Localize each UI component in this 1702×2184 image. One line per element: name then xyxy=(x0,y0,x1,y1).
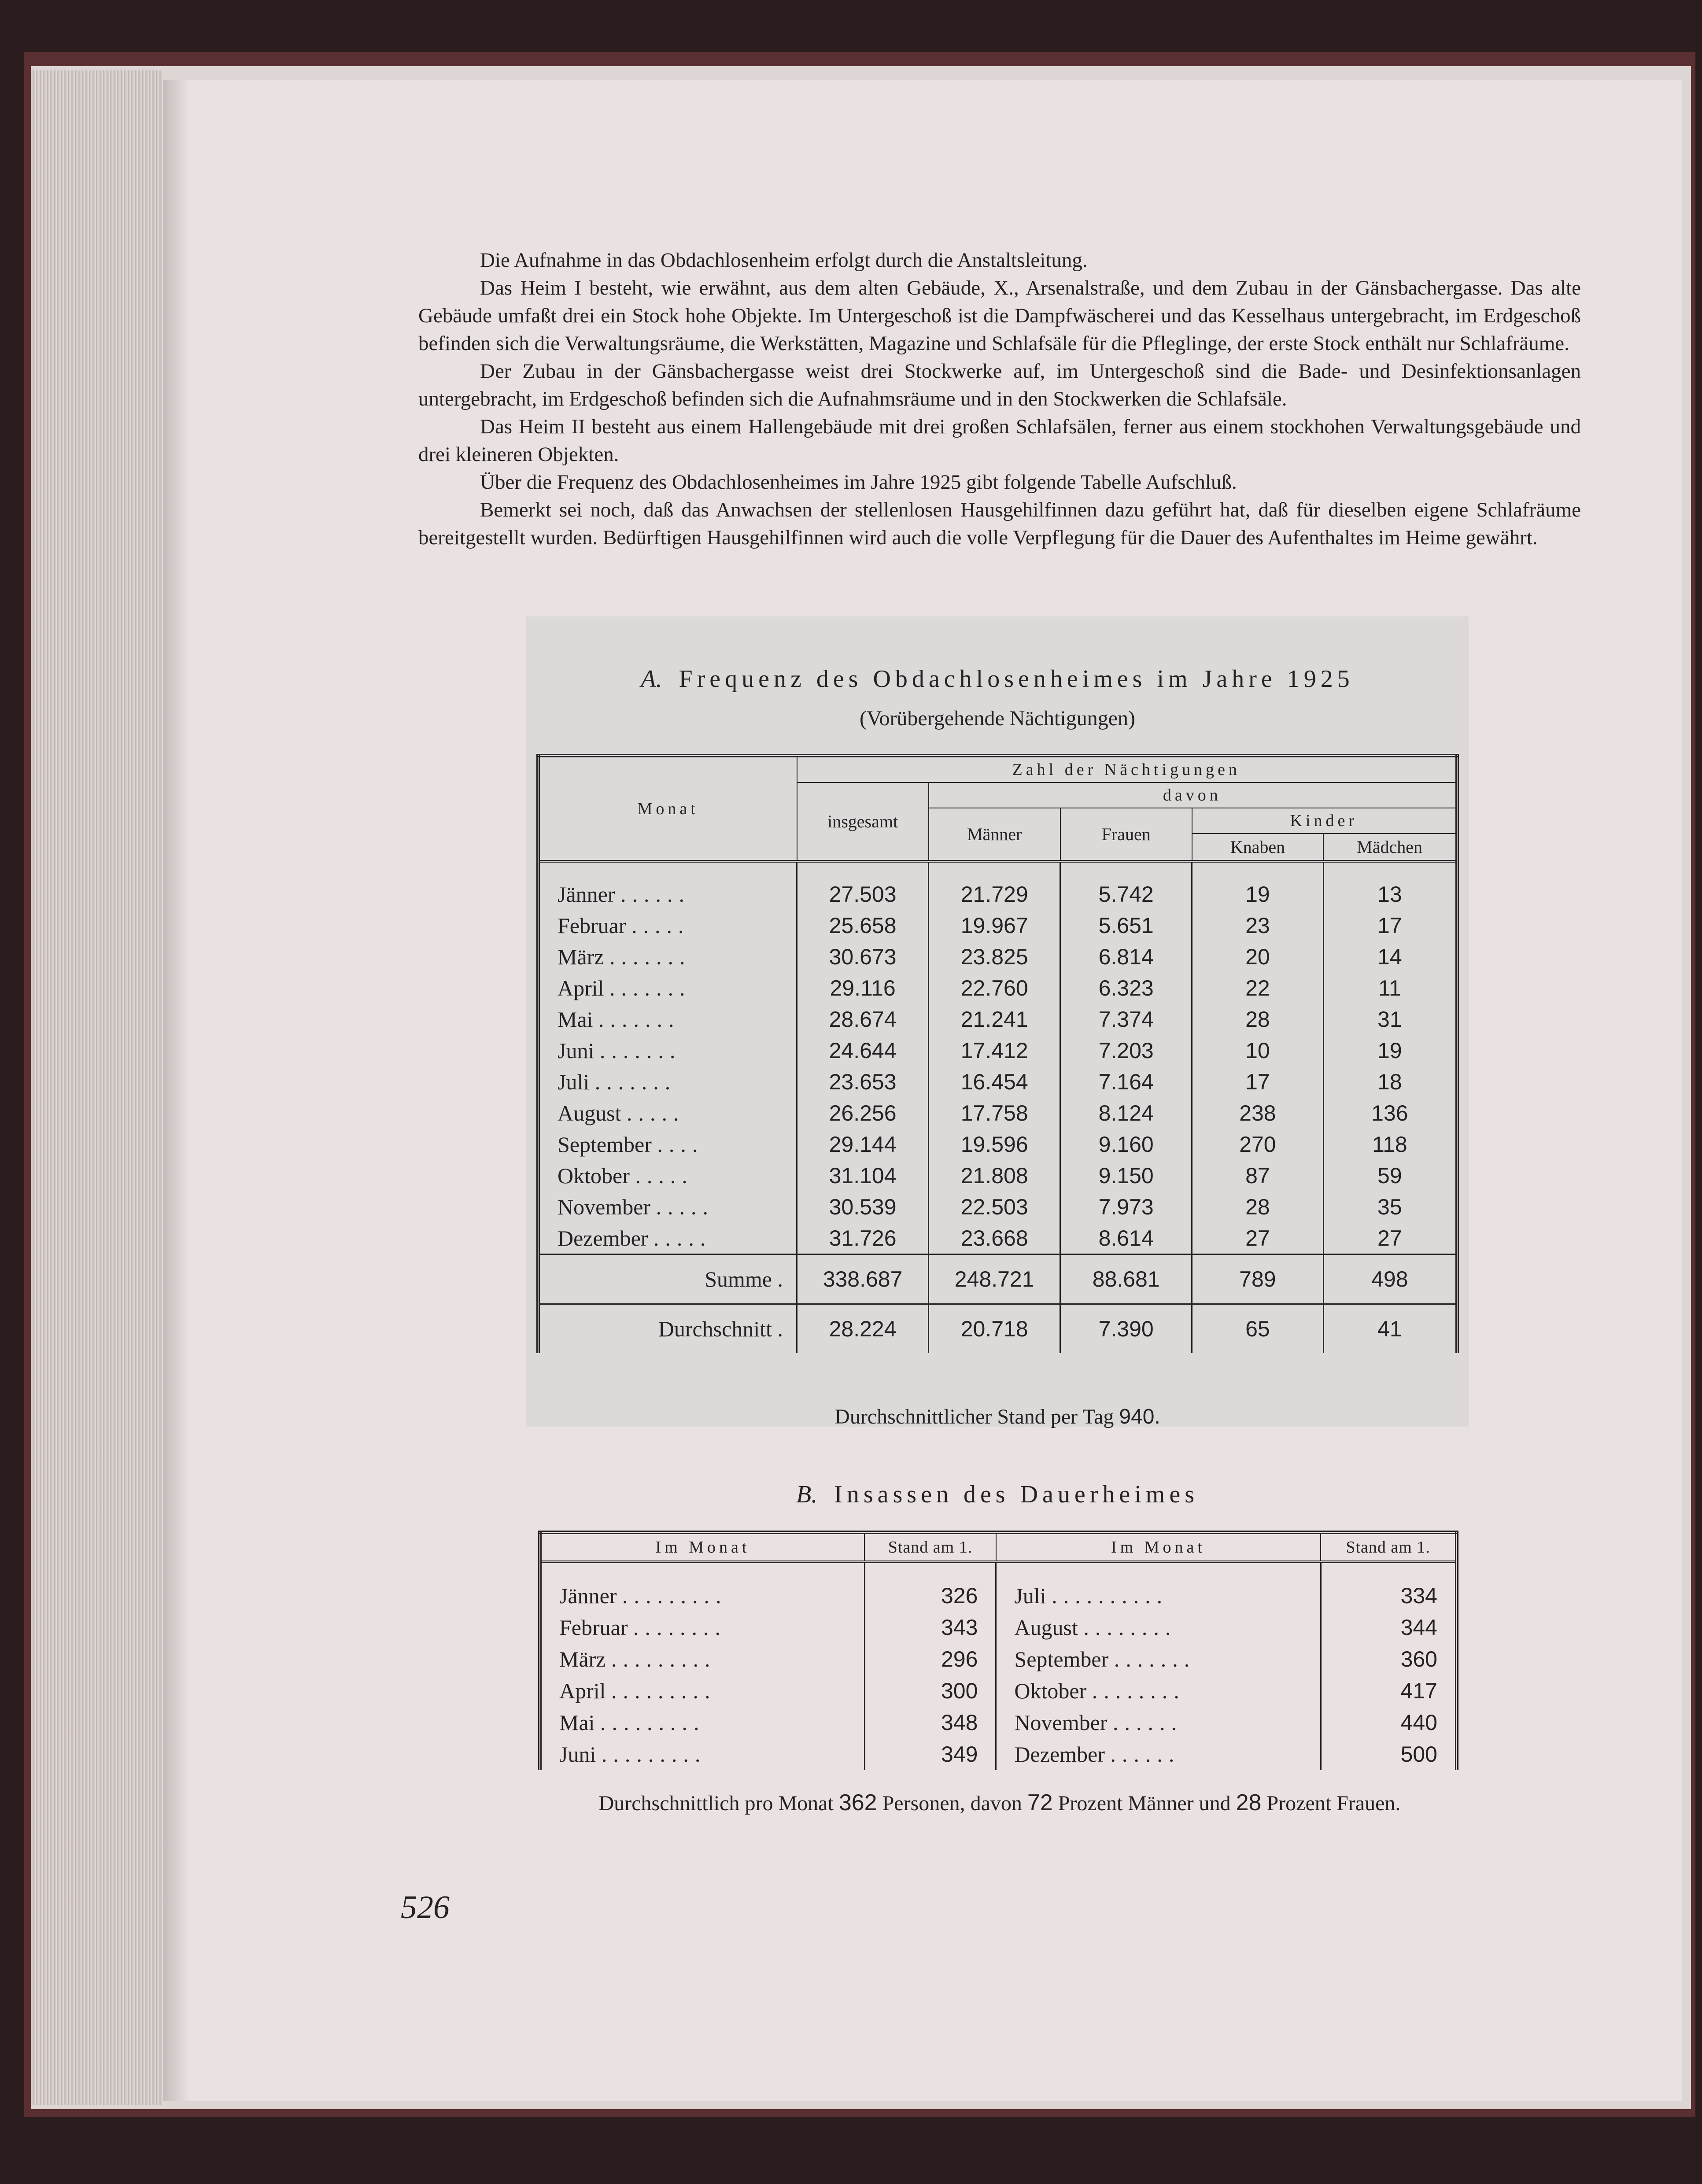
header-kinder: Kinder xyxy=(1192,808,1457,834)
table-b xyxy=(538,1531,1458,1770)
paragraph: Bemerkt sei noch, daß das Anwachsen der stellenlosen Hausgehilfinnen dazu geführt hat, daß für dieselben eigene Schlafräume bereitgestellt wurden. Bedürftigen Hausgehilfinnen wird auch die volle Verpflegung für die Dauer des Aufenthaltes im Heime gewährt. xyxy=(418,498,1581,549)
month-cell xyxy=(996,1738,1321,1770)
value-cell-men: 21.808 xyxy=(929,1160,1060,1191)
value-cell-total: 29.116 xyxy=(797,972,929,1003)
month-cell xyxy=(538,1035,797,1066)
footer-number: 362 xyxy=(838,1790,877,1815)
header-stand: Stand am 1. xyxy=(1321,1532,1457,1562)
value-cell-men: 22.760 xyxy=(929,972,1060,1003)
paragraph: Der Zubau in der Gänsbachergasse weist drei Stockwerke auf, im Untergeschoß sind die Bade- und Desinfektionsanlagen untergebracht, im Erdgeschoß befinden sich die Aufnahmsräume und in den Stockwerken die Schlafsäle. xyxy=(418,360,1581,410)
stand-value: 440 xyxy=(1321,1707,1457,1738)
value-cell-total: 27.503 xyxy=(797,878,929,910)
durchschnitt-value-girls: 41 xyxy=(1323,1304,1457,1354)
value-cell-men: 17.412 xyxy=(929,1035,1060,1066)
stand-value: 334 xyxy=(1321,1580,1457,1612)
value-cell-girls: 14 xyxy=(1323,941,1457,972)
value-cell-boys: 10 xyxy=(1192,1035,1324,1066)
table-row xyxy=(538,1160,1457,1191)
page-stack-edge xyxy=(31,70,163,2105)
paragraph: Die Aufnahme in das Obdachlosenheim erfolgt durch die Anstaltsleitung. xyxy=(480,249,1088,272)
value-cell-boys: 87 xyxy=(1192,1160,1324,1191)
header-monat: Monat xyxy=(538,756,797,861)
value-cell-boys: 270 xyxy=(1192,1129,1324,1160)
table-a-note xyxy=(526,1405,1469,1429)
value-cell-total: 26.256 xyxy=(797,1097,929,1129)
value-cell-men: 23.825 xyxy=(929,941,1060,972)
body-text xyxy=(418,247,1581,552)
durchschnitt-row xyxy=(538,1304,1457,1354)
stand-value: 300 xyxy=(864,1675,996,1707)
month-label: Oktober xyxy=(557,1163,630,1188)
month-cell xyxy=(538,941,797,972)
value-cell-girls: 35 xyxy=(1323,1191,1457,1222)
stand-value: 349 xyxy=(864,1738,996,1770)
leader-dots: ......... xyxy=(611,1647,716,1671)
paragraph: Über die Frequenz des Obdachlosenheimes im Jahre 1925 gibt folgende Tabelle Aufschluß. xyxy=(480,471,1237,494)
leader-dots: ..... xyxy=(656,1194,715,1219)
month-cell xyxy=(538,1191,797,1222)
footer-number: 72 xyxy=(1027,1790,1053,1815)
month-label: Mai xyxy=(557,1007,593,1032)
header-im-monat: Im Monat xyxy=(540,1532,864,1562)
header-davon: davon xyxy=(929,782,1457,808)
value-cell-girls: 19 xyxy=(1323,1035,1457,1066)
value-cell-women: 9.160 xyxy=(1060,1129,1192,1160)
header-knaben: Knaben xyxy=(1192,834,1324,861)
footer-text: Prozent Männer und xyxy=(1058,1792,1231,1815)
month-label: März xyxy=(559,1647,606,1671)
table-row xyxy=(538,1129,1457,1160)
page-number: 526 xyxy=(401,1889,450,1926)
value-cell-men: 19.967 xyxy=(929,910,1060,941)
table-row xyxy=(540,1612,1457,1643)
month-label: September xyxy=(557,1132,652,1157)
summe-row xyxy=(538,1254,1457,1304)
value-cell-men: 22.503 xyxy=(929,1191,1060,1222)
month-cell xyxy=(996,1580,1321,1612)
value-cell-boys: 238 xyxy=(1192,1097,1324,1129)
month-label: November xyxy=(557,1194,651,1219)
durchschnitt-value-men: 20.718 xyxy=(929,1304,1060,1354)
value-cell-women: 5.742 xyxy=(1060,878,1192,910)
month-label: Jänner xyxy=(557,882,615,907)
month-cell xyxy=(538,1222,797,1254)
month-cell xyxy=(538,972,797,1003)
table-row xyxy=(538,1191,1457,1222)
table-row xyxy=(540,1738,1457,1770)
table-row xyxy=(538,941,1457,972)
month-cell xyxy=(538,1097,797,1129)
value-cell-women: 8.124 xyxy=(1060,1097,1192,1129)
leader-dots: ..... xyxy=(626,1100,685,1125)
table-a-subtitle: (Vorübergehende Nächtigungen) xyxy=(859,707,1135,730)
header-frauen: Frauen xyxy=(1060,808,1192,861)
month-cell xyxy=(996,1643,1321,1675)
value-cell-women: 6.814 xyxy=(1060,941,1192,972)
value-cell-boys: 19 xyxy=(1192,878,1324,910)
value-cell-boys: 22 xyxy=(1192,972,1324,1003)
month-label: Juli xyxy=(1014,1583,1046,1608)
footer-text: Durchschnittlich pro Monat xyxy=(598,1792,834,1815)
month-cell xyxy=(540,1675,864,1707)
leader-dots: ........ xyxy=(633,1615,727,1640)
leader-dots: ...... xyxy=(620,882,690,907)
table-row xyxy=(540,1675,1457,1707)
month-label: Dezember xyxy=(1014,1742,1105,1767)
value-cell-men: 21.729 xyxy=(929,878,1060,910)
stand-value: 348 xyxy=(864,1707,996,1738)
value-cell-men: 23.668 xyxy=(929,1222,1060,1254)
leader-dots: ......... xyxy=(601,1742,707,1767)
table-row xyxy=(540,1643,1457,1675)
table-row xyxy=(538,1003,1457,1035)
table-a-tag: A. xyxy=(641,665,662,693)
value-cell-women: 8.614 xyxy=(1060,1222,1192,1254)
value-cell-total: 25.658 xyxy=(797,910,929,941)
value-cell-boys: 27 xyxy=(1192,1222,1324,1254)
leader-dots: ....... xyxy=(598,1007,680,1032)
month-cell xyxy=(996,1707,1321,1738)
value-cell-boys: 20 xyxy=(1192,941,1324,972)
leader-dots: ........ xyxy=(1083,1615,1177,1640)
table-row xyxy=(538,1097,1457,1129)
month-cell xyxy=(996,1612,1321,1643)
summe-value-women: 88.681 xyxy=(1060,1254,1192,1304)
summe-value-total: 338.687 xyxy=(797,1254,929,1304)
month-label: November xyxy=(1014,1710,1108,1735)
table-a-title xyxy=(526,665,1469,693)
value-cell-total: 28.674 xyxy=(797,1003,929,1035)
month-label: Februar xyxy=(557,913,626,938)
value-cell-total: 31.726 xyxy=(797,1222,929,1254)
value-cell-women: 7.203 xyxy=(1060,1035,1192,1066)
note-value: 940. xyxy=(1119,1405,1160,1428)
month-cell xyxy=(540,1612,864,1643)
table-row xyxy=(538,1035,1457,1066)
table-b-tag: B. xyxy=(796,1481,818,1508)
month-label: Juli xyxy=(557,1069,590,1094)
table-a-title-text: Frequenz des Obdachlosenheimes im Jahre 1925 xyxy=(679,665,1354,693)
value-cell-women: 7.973 xyxy=(1060,1191,1192,1222)
month-label: August xyxy=(557,1100,621,1125)
month-cell xyxy=(996,1675,1321,1707)
paragraph: Das Heim II besteht aus einem Hallengebäude mit drei großen Schlafsälen, ferner aus einem stockhohen Verwaltungsgebäude und drei kleineren Objekten. xyxy=(418,415,1581,466)
month-label: Juni xyxy=(557,1038,594,1063)
table-b-title xyxy=(526,1480,1469,1509)
month-label: Oktober xyxy=(1014,1679,1087,1703)
header-stand: Stand am 1. xyxy=(864,1532,996,1562)
month-label: Juni xyxy=(559,1742,596,1767)
month-cell xyxy=(538,1066,797,1097)
stand-value: 296 xyxy=(864,1643,996,1675)
leader-dots: ..... xyxy=(631,913,690,938)
value-cell-women: 7.164 xyxy=(1060,1066,1192,1097)
value-cell-boys: 17 xyxy=(1192,1066,1324,1097)
value-cell-girls: 11 xyxy=(1323,972,1457,1003)
value-cell-women: 6.323 xyxy=(1060,972,1192,1003)
durchschnitt-value-women: 7.390 xyxy=(1060,1304,1192,1354)
month-label: Jänner xyxy=(559,1583,617,1608)
month-label: Mai xyxy=(559,1710,595,1735)
month-cell xyxy=(540,1580,864,1612)
stand-value: 344 xyxy=(1321,1612,1457,1643)
leader-dots: ...... xyxy=(1110,1742,1181,1767)
stand-value: 417 xyxy=(1321,1675,1457,1707)
durchschnitt-value-total: 28.224 xyxy=(797,1304,929,1354)
leader-dots: ..... xyxy=(653,1225,712,1251)
stand-value: 360 xyxy=(1321,1643,1457,1675)
leader-dots: ...... xyxy=(1112,1710,1183,1735)
stand-value: 343 xyxy=(864,1612,996,1643)
header-insgesamt: insgesamt xyxy=(797,782,929,861)
month-cell xyxy=(538,1129,797,1160)
value-cell-total: 30.539 xyxy=(797,1191,929,1222)
spine-shadow xyxy=(163,80,189,2101)
summe-value-girls: 498 xyxy=(1323,1254,1457,1304)
value-cell-girls: 136 xyxy=(1323,1097,1457,1129)
value-cell-girls: 59 xyxy=(1323,1160,1457,1191)
table-row xyxy=(538,910,1457,941)
header-maedchen: Mädchen xyxy=(1323,834,1457,861)
leader-dots: ......... xyxy=(611,1679,716,1703)
header-maenner: Männer xyxy=(929,808,1060,861)
summe-value-boys: 789 xyxy=(1192,1254,1324,1304)
summe-value-men: 248.721 xyxy=(929,1254,1060,1304)
footer-text: Personen, davon xyxy=(882,1792,1022,1815)
value-cell-total: 29.144 xyxy=(797,1129,929,1160)
month-cell xyxy=(540,1643,864,1675)
value-cell-girls: 17 xyxy=(1323,910,1457,941)
leader-dots: ....... xyxy=(594,1069,677,1094)
table-row xyxy=(538,1066,1457,1097)
leader-dots: ........ xyxy=(1092,1679,1185,1703)
leader-dots: .... xyxy=(657,1132,704,1157)
header-zahl: Zahl der Nächtigungen xyxy=(797,756,1457,782)
footer-summary xyxy=(480,1789,1519,1816)
summe-label: Summe . xyxy=(538,1254,797,1304)
leader-dots: ....... xyxy=(609,975,691,1000)
table-row xyxy=(538,972,1457,1003)
month-cell xyxy=(538,878,797,910)
table-row xyxy=(540,1707,1457,1738)
month-label: Februar xyxy=(559,1615,628,1640)
leader-dots: ......... xyxy=(622,1583,727,1608)
footer-text: Prozent Frauen. xyxy=(1266,1792,1401,1815)
value-cell-girls: 118 xyxy=(1323,1129,1457,1160)
table-b-title-text: Insassen des Dauerheimes xyxy=(834,1481,1199,1508)
value-cell-boys: 28 xyxy=(1192,1003,1324,1035)
value-cell-men: 16.454 xyxy=(929,1066,1060,1097)
leader-dots: ....... xyxy=(1114,1647,1196,1671)
value-cell-girls: 27 xyxy=(1323,1222,1457,1254)
month-label: Dezember xyxy=(557,1225,648,1251)
value-cell-total: 30.673 xyxy=(797,941,929,972)
month-cell xyxy=(538,910,797,941)
table-row xyxy=(538,878,1457,910)
value-cell-women: 9.150 xyxy=(1060,1160,1192,1191)
note-text: Durchschnittlicher Stand per Tag xyxy=(834,1405,1114,1428)
leader-dots: ..... xyxy=(635,1163,694,1188)
month-label: August xyxy=(1014,1615,1078,1640)
value-cell-men: 21.241 xyxy=(929,1003,1060,1035)
header-im-monat: Im Monat xyxy=(996,1532,1321,1562)
value-cell-boys: 28 xyxy=(1192,1191,1324,1222)
stand-value: 326 xyxy=(864,1580,996,1612)
month-cell xyxy=(540,1707,864,1738)
value-cell-girls: 18 xyxy=(1323,1066,1457,1097)
month-label: September xyxy=(1014,1647,1109,1671)
leader-dots: .......... xyxy=(1052,1583,1169,1608)
leader-dots: ......... xyxy=(600,1710,705,1735)
value-cell-women: 5.651 xyxy=(1060,910,1192,941)
durchschnitt-label: Durchschnitt . xyxy=(538,1304,797,1354)
leader-dots: ....... xyxy=(599,1038,682,1063)
paragraph: Das Heim I besteht, wie erwähnt, aus dem alten Gebäude, X., Arsenalstraße, und dem Zubau in der Gänsbachergasse. Das alte Gebäude umfaßt drei ein Stock hohe Objekte. Im Untergeschoß ist die Dampfwäscherei und das Kesselhaus untergebracht, im Erdgeschoß befinden sich die Verwaltungsräume, die Werkstätten, Magazine und Schlafsäle für die Pfleglinge, der erste Stock enthält nur Schlafräume. xyxy=(418,277,1581,355)
value-cell-women: 7.374 xyxy=(1060,1003,1192,1035)
stand-value: 500 xyxy=(1321,1738,1457,1770)
footer-number: 28 xyxy=(1236,1790,1262,1815)
value-cell-total: 31.104 xyxy=(797,1160,929,1191)
value-cell-men: 17.758 xyxy=(929,1097,1060,1129)
table-a xyxy=(536,754,1459,1353)
durchschnitt-value-boys: 65 xyxy=(1192,1304,1324,1354)
value-cell-girls: 13 xyxy=(1323,878,1457,910)
table-row xyxy=(538,1222,1457,1254)
table-row xyxy=(540,1580,1457,1612)
month-label: März xyxy=(557,944,604,969)
value-cell-total: 24.644 xyxy=(797,1035,929,1066)
value-cell-total: 23.653 xyxy=(797,1066,929,1097)
month-cell xyxy=(538,1003,797,1035)
value-cell-girls: 31 xyxy=(1323,1003,1457,1035)
value-cell-men: 19.596 xyxy=(929,1129,1060,1160)
month-label: April xyxy=(559,1679,606,1703)
leader-dots: ....... xyxy=(609,944,691,969)
month-cell xyxy=(538,1160,797,1191)
value-cell-boys: 23 xyxy=(1192,910,1324,941)
month-cell xyxy=(540,1738,864,1770)
month-label: April xyxy=(557,975,604,1000)
